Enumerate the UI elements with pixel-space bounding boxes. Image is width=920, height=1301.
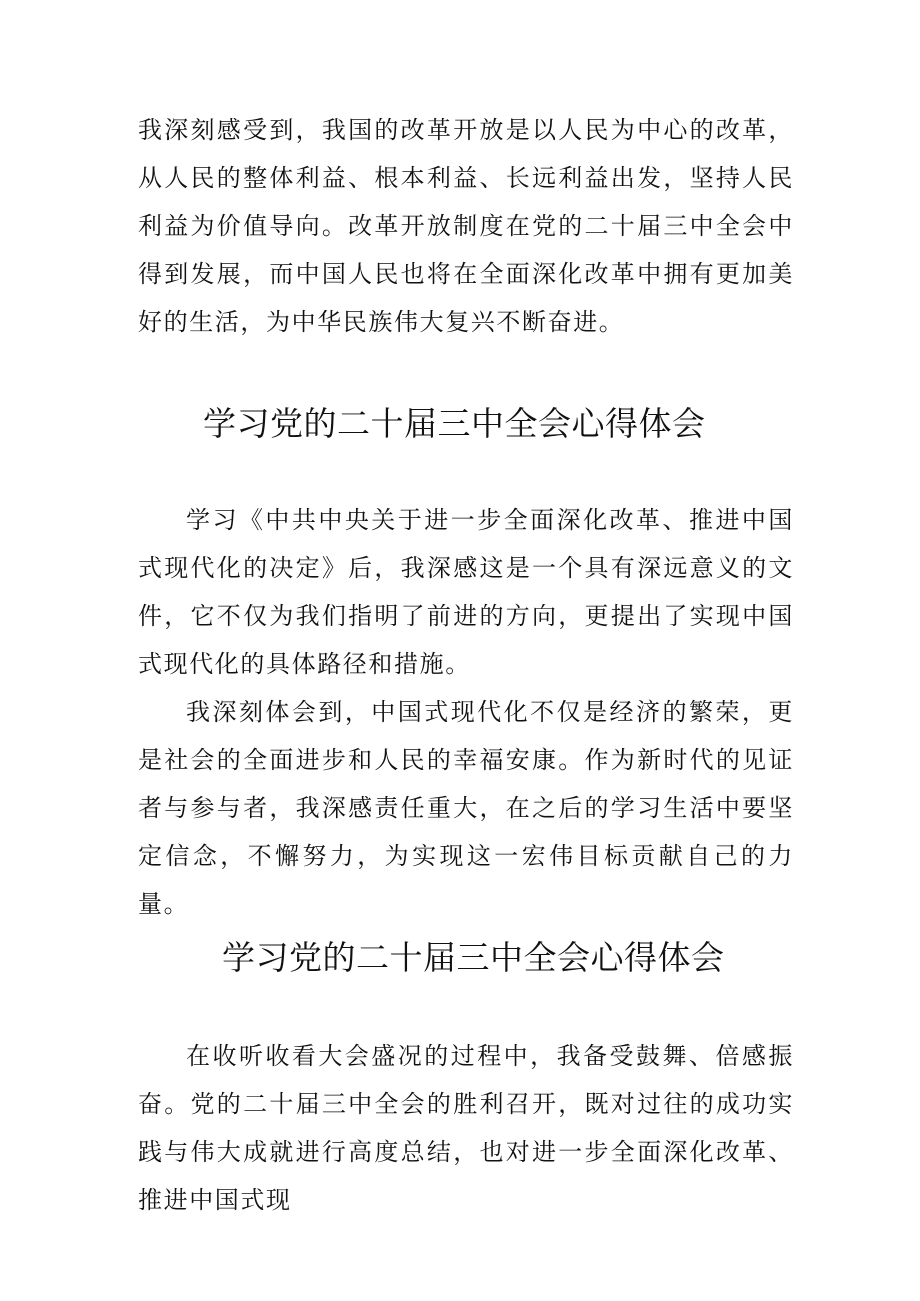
body-paragraph: 我深刻感受到，我国的改革开放是以人民为中心的改革，从人民的整体利益、根本利益、长远利益出发，坚持人民利益为价值导向。改革开放制度在党的二十届三中全会中得到发展，而中国人民也将在全面深化改革中拥有更加美好的生活，为中华民族伟大复兴不断奋进。 (138, 116, 794, 336)
section-heading: 学习党的二十届三中全会心得体会 (203, 404, 706, 443)
section-heading: 学习党的二十届三中全会心得体会 (222, 938, 725, 977)
body-paragraph: 学习《中共中央关于进一步全面深化改革、推进中国式现代化的决定》后，我深感这是一个具有深远意义的文件，它不仅为我们指明了前进的方向，更提出了实现中国式现代化的具体路径和措施。 (138, 506, 794, 678)
body-paragraph: 我深刻体会到，中国式现代化不仅是经济的繁荣，更是社会的全面进步和人民的幸福安康。作为新时代的见证者与参与者，我深感责任重大，在之后的学习生活中要坚定信念，不懈努力，为实现这一宏伟目标贡献自己的力量。 (138, 698, 794, 918)
body-paragraph: 在收听收看大会盛况的过程中，我备受鼓舞、倍感振奋。党的二十届三中全会的胜利召开，既对过往的成功实践与伟大成就进行高度总结，也对进一步全面深化改革、推进中国式现 (138, 1042, 794, 1214)
